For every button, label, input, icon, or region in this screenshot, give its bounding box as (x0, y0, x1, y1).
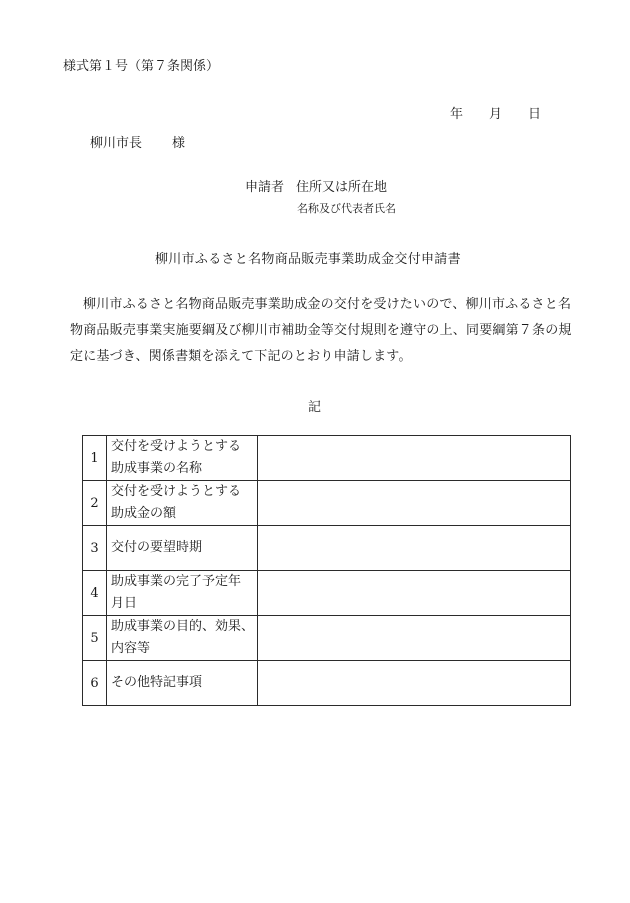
items-table (82, 435, 571, 706)
item-number: 4 (83, 571, 107, 616)
item-number: 6 (83, 661, 107, 706)
table-row (83, 571, 571, 616)
item-number: 5 (83, 616, 107, 661)
addressee (90, 132, 185, 151)
item-label: 交付を受けようとする 助成金の額 (107, 481, 258, 526)
item-number: 3 (83, 526, 107, 571)
addressee-honorific: 様 (172, 136, 186, 151)
applicant-name-label: 名称及び代表者氏名 (297, 202, 396, 215)
table-row (83, 436, 571, 481)
item-label: 交付を受けようとする 助成事業の名称 (107, 436, 258, 481)
item-label: その他特記事項 (107, 661, 258, 706)
table-row (83, 616, 571, 661)
form-number: 様式第１号（第７条関係） (63, 59, 220, 74)
item-value-field[interactable] (258, 571, 571, 616)
item-label: 助成事業の目的、効果、 内容等 (107, 616, 258, 661)
table-row (83, 526, 571, 571)
date-year: 年 (450, 107, 464, 122)
table-row (83, 481, 571, 526)
addressee-name: 柳川市長 (90, 136, 143, 151)
date-line (450, 103, 541, 122)
item-label: 交付の要望時期 (107, 526, 258, 571)
table-row (83, 661, 571, 706)
document-title: 柳川市ふるさと名物商品販売事業助成金交付申請書 (155, 252, 461, 267)
item-value-field[interactable] (258, 526, 571, 571)
applicant-line (245, 176, 387, 195)
item-label: 助成事業の完了予定年 月日 (107, 571, 258, 616)
applicant-address-label: 住所又は所在地 (296, 180, 388, 195)
date-month: 月 (489, 107, 503, 122)
item-number: 2 (83, 481, 107, 526)
ki-heading: 記 (308, 400, 322, 415)
date-day: 日 (528, 107, 542, 122)
item-value-field[interactable] (258, 481, 571, 526)
item-value-field[interactable] (258, 661, 571, 706)
applicant-label: 申請者 (245, 180, 285, 195)
item-number: 1 (83, 436, 107, 481)
item-value-field[interactable] (258, 436, 571, 481)
item-value-field[interactable] (258, 616, 571, 661)
body-paragraph: 柳川市ふるさと名物商品販売事業助成金の交付を受けたいので、柳川市ふるさと名物商品販売事業実施要綱及び柳川市補助金等交付規則を遵守の上、同要綱第７条の規定に基づき、関係書類を添えて下記のとおり申請します。 (70, 297, 572, 364)
